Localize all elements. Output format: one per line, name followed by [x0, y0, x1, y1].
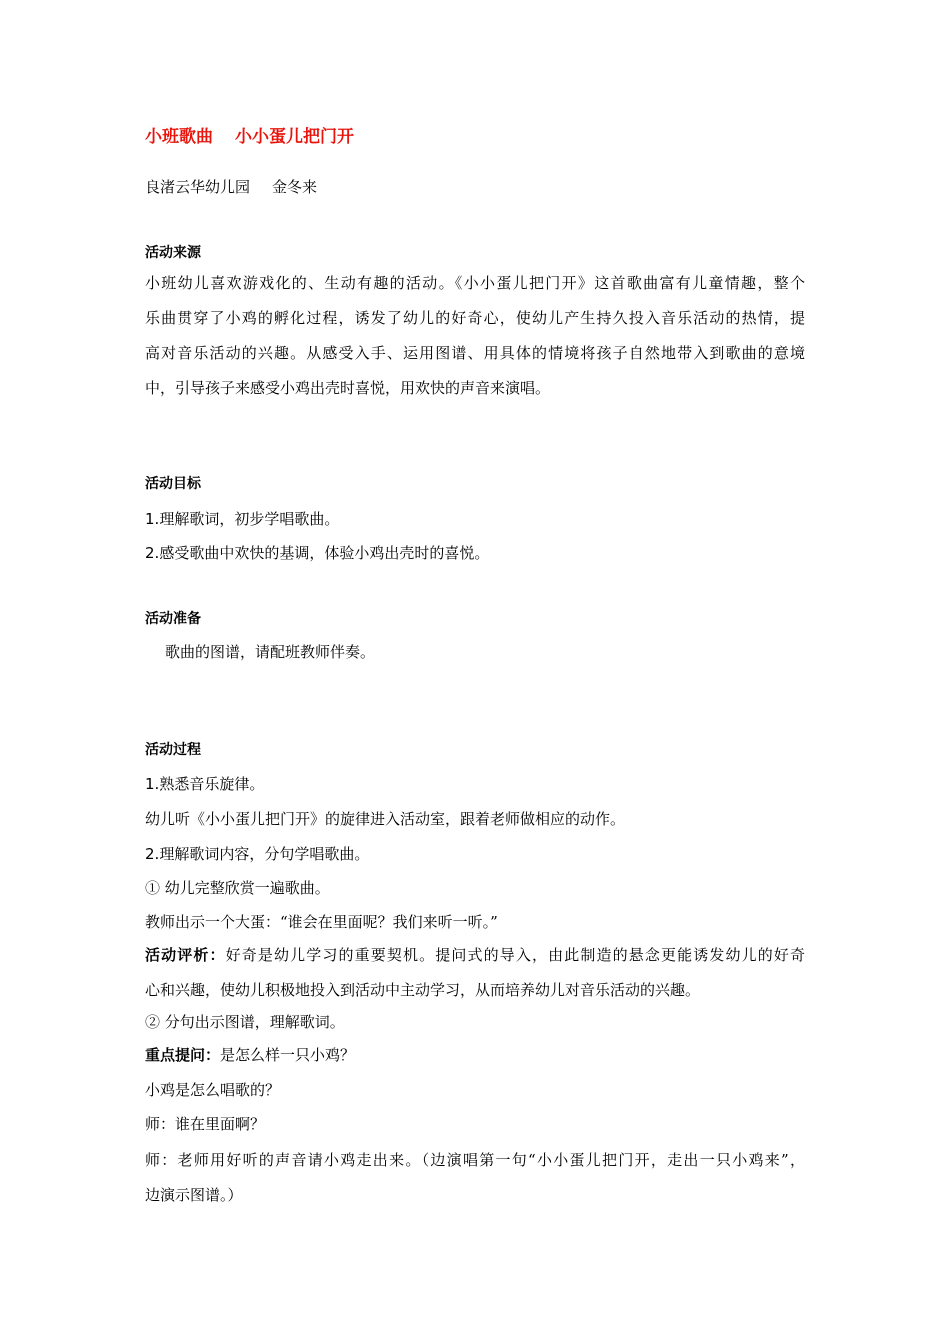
- title-part-2: 小小蛋儿把门开: [235, 127, 354, 147]
- heading-prep: 活动准备: [145, 611, 201, 627]
- question-4-line-1: 师：老师用好听的声音请小鸡走出来。（边演唱第一句“小小蛋儿把门开，走出一只小鸡来”，: [145, 1151, 805, 1169]
- process-step-1: [145, 774, 264, 794]
- key-question-label: 重点提问：: [145, 1046, 221, 1064]
- key-question-text: 是怎么样一只小鸡？: [220, 1046, 356, 1064]
- step-text: 理解歌词内容，分句学唱歌曲。: [159, 845, 370, 863]
- goal-number: 1.: [145, 510, 160, 528]
- analysis-line-1: [145, 945, 805, 965]
- title-part-1: 小班歌曲: [145, 127, 213, 147]
- step-text: 熟悉音乐旋律。: [159, 775, 265, 793]
- process-sub-2: ② 分句出示图谱，理解歌词。: [145, 1013, 345, 1031]
- heading-source: 活动来源: [145, 245, 201, 261]
- question-2: 小鸡是怎么唱歌的？: [145, 1081, 281, 1099]
- key-question: [145, 1045, 355, 1065]
- process-step-1-desc: 幼儿听《小小蛋儿把门开》的旋律进入活动室，跟着老师做相应的动作。: [145, 810, 626, 828]
- prep-text: 歌曲的图谱，请配班教师伴奏。: [165, 643, 376, 661]
- heading-goals: 活动目标: [145, 476, 201, 492]
- teacher-show-egg: 教师出示一个大蛋：“谁会在里面呢？我们来听一听。”: [145, 913, 498, 931]
- heading-process: 活动过程: [145, 742, 201, 758]
- question-3: 师：谁在里面啊？: [145, 1115, 266, 1133]
- analysis-text: 好奇是幼儿学习的重要契机。提问式的导入，由此制造的悬念更能诱发幼儿的好奇: [225, 946, 805, 964]
- process-step-2: [145, 844, 369, 864]
- byline-author: 金冬来: [272, 178, 318, 196]
- source-line-2: 乐曲贯穿了小鸡的孵化过程，诱发了幼儿的好奇心，使幼儿产生持久投入音乐活动的热情，提: [145, 309, 805, 327]
- goal-number: 2.: [145, 544, 160, 562]
- analysis-line-2: 心和兴趣，使幼儿积极地投入到活动中主动学习，从而培养幼儿对音乐活动的兴趣。: [145, 981, 701, 999]
- question-4-line-2: 边演示图谱。）: [145, 1186, 243, 1204]
- goal-item-2: [145, 543, 489, 563]
- source-line-1: 小班幼儿喜欢游戏化的、生动有趣的活动。《小小蛋儿把门开》这首歌曲富有儿童情趣，整个: [145, 274, 805, 292]
- goal-item-1: [145, 509, 339, 529]
- document-title: [145, 127, 354, 147]
- source-line-3: 高对音乐活动的兴趣。从感受入手、运用图谱、用具体的情境将孩子自然地带入到歌曲的意境: [145, 344, 805, 362]
- step-number: 1.: [145, 775, 160, 793]
- source-line-4: 中，引导孩子来感受小鸡出壳时喜悦，用欢快的声音来演唱。: [145, 379, 551, 397]
- analysis-label: 活动评析：: [145, 946, 226, 964]
- goal-text: 理解歌词，初步学唱歌曲。: [159, 510, 340, 528]
- step-number: 2.: [145, 845, 160, 863]
- goal-text: 感受歌曲中欢快的基调，体验小鸡出壳时的喜悦。: [159, 544, 490, 562]
- byline-school: 良渚云华幼儿园: [145, 178, 251, 196]
- process-sub-1: ① 幼儿完整欣赏一遍歌曲。: [145, 879, 330, 897]
- byline: [145, 177, 317, 197]
